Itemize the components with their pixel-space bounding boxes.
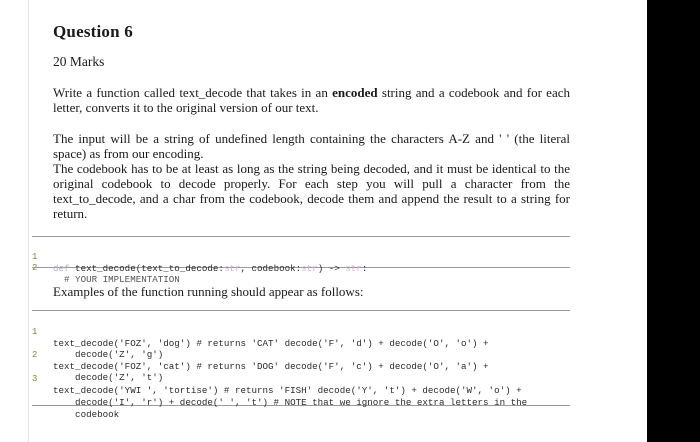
line-number: 2 xyxy=(32,350,38,360)
code-text: decode('Z', 't') xyxy=(53,372,164,383)
code-text: text_decode('FOZ', 'cat') # returns 'DOG' decode('F', 'c') + decode('O', 'a') + xyxy=(53,361,489,372)
code-line xyxy=(32,387,570,431)
panel-edge-divider xyxy=(28,0,29,442)
type-str: str xyxy=(345,263,362,274)
type-str: str xyxy=(223,263,241,274)
question-title: Question 6 xyxy=(53,22,133,41)
keyword-def: def xyxy=(53,263,70,274)
code-fragment: text_decode(text_to_decode: xyxy=(69,263,224,274)
details-line-2: The codebook has to be at least as long as the string being decoded, and it must be identical to the original codebook to decode properly. For each step you will pull a character from the text_to_decode, and a char from the codebook, decode them and append the result to a string for return. xyxy=(53,161,570,221)
code-text: decode('I', 'r') + decode(' ', 't') # NOTE that we ignore the extra letters in the xyxy=(53,397,528,408)
details-paragraph xyxy=(53,131,570,221)
right-dark-bar xyxy=(647,0,700,442)
line-number: 1 xyxy=(32,327,38,337)
question-marks: 20 Marks xyxy=(53,54,105,69)
code-fragment: , codebook: xyxy=(240,263,302,274)
line-number: 1 xyxy=(32,252,38,262)
code-text: decode('Z', 'g') xyxy=(53,349,164,360)
intro-emphasis: encoded xyxy=(332,85,378,100)
details-line-1: The input will be a string of undefined length containing the characters A-Z and ' ' (the literal space) as from our encoding. xyxy=(53,131,570,161)
type-str: str xyxy=(301,263,318,274)
code-text: codebook xyxy=(53,409,120,420)
examples-heading: Examples of the function running should appear as follows: xyxy=(53,284,364,299)
code-text: text_decode('FOZ', 'dog') # returns 'CAT' decode('F', 'd') + decode('O', 'o') + xyxy=(53,338,489,349)
code-text: text_decode('YWI ', 'tortise') # returns 'FISH' decode('Y', 't') + decode('W', 'o') + xyxy=(53,385,522,396)
intro-paragraph xyxy=(53,85,570,115)
code-comment: # YOUR IMPLEMENTATION xyxy=(53,274,180,285)
examples-code-block xyxy=(32,310,570,420)
code-fragment: : xyxy=(361,263,368,274)
line-number: 3 xyxy=(32,374,38,384)
function-signature-code-block xyxy=(32,236,570,285)
intro-text-after: string and a codebook and for each letter, converts it to the original version of our text. xyxy=(53,85,570,115)
code-fragment: ) -> xyxy=(317,263,346,274)
line-number: 2 xyxy=(32,263,38,273)
intro-text-before: Write a function called text_decode that takes in an xyxy=(53,85,333,100)
